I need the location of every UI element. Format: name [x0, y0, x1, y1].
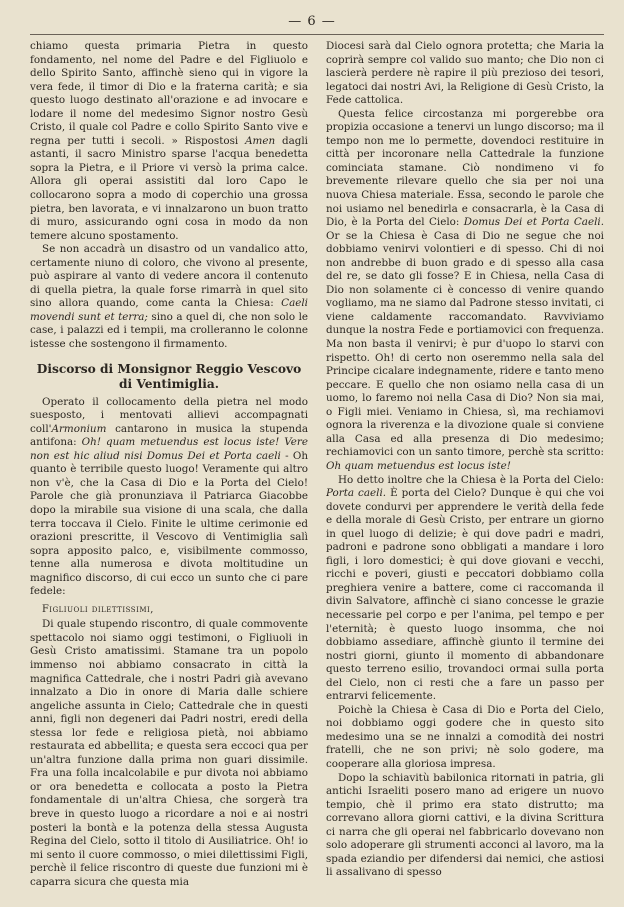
left-column	[30, 40, 308, 900]
paragraph: chiamo questa primaria Pietra in questo fondamento, nel nome del Padre e del Figliuolo e dello Spirito Santo, affinchè sieno qui in vigore la vera fede, il timor di Dio e la fraterna carità; e sia questo luogo destinato all'orazione e ad invocare e lodare il nome del medesimo Signor nostro Gesù Cristo, il quale col Padre e collo Spirito Santo vive e regna per tutti i secoli. » Rispostosi Amen dagli astanti, il sacro Ministro sparse l'acqua benedetta sopra la Pietra, e il Priore vi versò la prima calce. Allora gli operai assistiti dal loro Capo le collocarono sopra a modo di coperchio una grossa pietra, ben lavorata, e vi innalzarono un buon tratto di muro, assicurando ogni cosa in modo da non temere alcuno spostamento.	[30, 40, 308, 242]
header-rule	[30, 34, 604, 35]
paragraph: Se non accadrà un disastro od un vandalico atto, certamente niuno di coloro, che vivono al presente, può aspirare al vanto di vedere ancora il contenuto di quella pietra, la quale forse rimarrà in quel sito sino allora quando, come canta la Chiesa: Caeli movendi sunt et terra; sino a quel di, che non solo le case, i palazzi ed i tempii, ma crolleranno le colonne istesse che sostengono il firmamento.	[30, 243, 308, 351]
page-number: — 6 —	[288, 14, 336, 29]
right-column	[326, 40, 604, 900]
paragraph: Di quale stupendo riscontro, di quale commovente spettacolo noi siamo oggi testimoni, o Figliuoli in Gesù Cristo amatissimi. Stamane tra un popolo immenso noi abbiamo consacrato in città la magnifica Cattedrale, che i nostri Padri già avevano innalzato a Dio in onore di Maria dalle schiere angeliche assunta in Cielo; Cattedrale che in questi anni, figli non degeneri dai Padri nostri, eredi della stessa lor fede e religiosa pietà, noi abbiamo restaurata ed abbellita; e questa sera eccoci qua per un'altra funzione dalla prima non guari dissimile. Fra una folla incalcolabile e pur divota noi abbiamo or ora benedetta e collocata a posto la Pietra fondamentale di un'altra Chiesa, che sorgerà tra breve in questo luogo a ricordare a noi e ai nostri posteri la bontà e la potenza della stessa Augusta Regina del Cielo, sotto il titolo di Ausiliatrice. Oh! io mi sento il cuore commosso, o miei dilettissimi Figli, perchè il felice riscontro di queste due funzioni mi è caparra sicura che questa mia	[30, 618, 308, 888]
paragraph: Diocesi sarà dal Cielo ognora protetta; che Maria la coprirà sempre col valido suo manto; che Dio non ci lascierà perdere nè rapire il più prezioso dei tesori, legatoci dai nostri Avi, la Religione di Gesù Cristo, la Fede cattolica.	[326, 40, 604, 107]
paragraph: Operato il collocamento della pietra nel modo suesposto, i mentovati allievi accompagnati coll'Armonium cantarono in musica la stupenda antifona: Oh! quam metuendus est locus iste! Vere non est hic aliud nisi Domus Dei et Porta caeli - Oh quanto è terribile questo luogo! Veramente qui altro non v'è, che la Casa di Dio e la Porta del Cielo! Parole che già pronunziava il Patriarca Giacobbe dopo la mirabile sua visione di una scala, che dalla terra toccava il Cielo. Finite le ultime cerimonie ed orazioni prescritte, il Vescovo di Ventimiglia salì sopra apposito palco, e, visibilmente commosso, tenne alla numerosa e divota moltitudine un magnifico discorso, di cui ecco un sunto che ci pare fedele:	[30, 395, 308, 598]
paragraph: Poichè la Chiesa è Casa di Dio e Porta del Cielo, noi dobbiamo oggi godere che in questo sito medesimo una se ne innalzi a comodità dei nostri fratelli, che ne son privi; nè solo godere, ma cooperare alla gloriosa impresa.	[326, 703, 604, 770]
section-heading: Discorso di Monsignor Reggio Vescovo di Ventimiglia.	[36, 361, 302, 391]
salutation: Figliuoli dilettissimi,	[42, 603, 154, 615]
paragraph: Questa felice circostanza mi porgerebbe ora propizia occasione a tenervi un lungo discorso; ma il tempo non me lo permette, dovendoci restituire in città per incoronare nella Cattedrale la funzione cominciata stamane. Ciò nondimeno vi fo brevemente rilevare quello che sia per noi una nuova Chiesa materiale. Essa, secondo le parole che noi usiamo nel benedirla e consacrarla, è la Casa di Dio, è la Porta del Cielo: Domus Dei et Porta Caeli. Or se la Chiesa è Casa di Dio ne segue che noi dobbiamo venirvi volontieri e di spesso. Chi di noi non andrebbe di buon grado e di spesso alla casa del re, se dato gli fosse? E in Chiesa, nella Casa di Dio non solamente ci è concesso di venire quando vogliamo, ma ne siamo dal Padrone stesso invitati, ci viene caldamente raccomandato. Ravviviamo dunque la nostra Fede e portiamovici con frequenza. Ma non basta il venirvi; è pur d'uopo lo starvi con rispetto. Oh! di certo non oseremmo nella sala del Principe cicalare indegnamente, ridere e tanto meno peccare. E quello che non osiamo nella casa di un uomo, lo faremo noi nella Casa di Dio? Non sia mai, o Figli miei. Veniamo in Chiesa, sì, ma rechiamovi ognora la riverenza e la divozione quale si conviene alla Casa ed alla presenza di Dio medesimo; rechiamovici con un santo timore, perchè sta scritto: Oh quam metuendus est locus iste!	[326, 107, 604, 472]
paragraph: Ho detto inoltre che la Chiesa è la Porta del Cielo: Porta caeli. È porta del Cielo? Dunque è qui che voi dovete condurvi per apprendere le verità della fede e della morale di Gesù Cristo, per entrare un giorno in quel luogo di delizie; è qui dove padri e madri, padroni e padrone sono obbligati a mandare i loro figli, i loro domestici; è qui dove giovani e vecchi, ricchi e poveri, giusti e peccatori dobbiamo colla preghiera venire a battere, come ci raccomanda il divin Salvatore, affinchè ci siano concesse le grazie necessarie pel corpo e per l'anima, pel tempo e per l'eternità; è questo luogo insomma, che noi dobbiamo assediare, affinchè giunto il termine dei nostri giorni, giunto il momento di abbandonare questo terreno esilio, trovandoci ormai sulla porta del Cielo, non ci resti che a fare un passo per entrarvi felicemente.	[326, 473, 604, 703]
paragraph: Dopo la schiavitù babilonica ritornati in patria, gli antichi Israeliti posero mano ad erigere un nuovo tempio, chè il primo era stato distrutto; ma correvano allora giorni cattivi, e la divina Scrittura ci narra che gli operai nel fabbricarlo dovevano non solo adoperare gli strumenti acconci al lavoro, ma la spada eziandio per difendersi dai nemici, che astiosi li assalivano di spesso	[326, 771, 604, 879]
